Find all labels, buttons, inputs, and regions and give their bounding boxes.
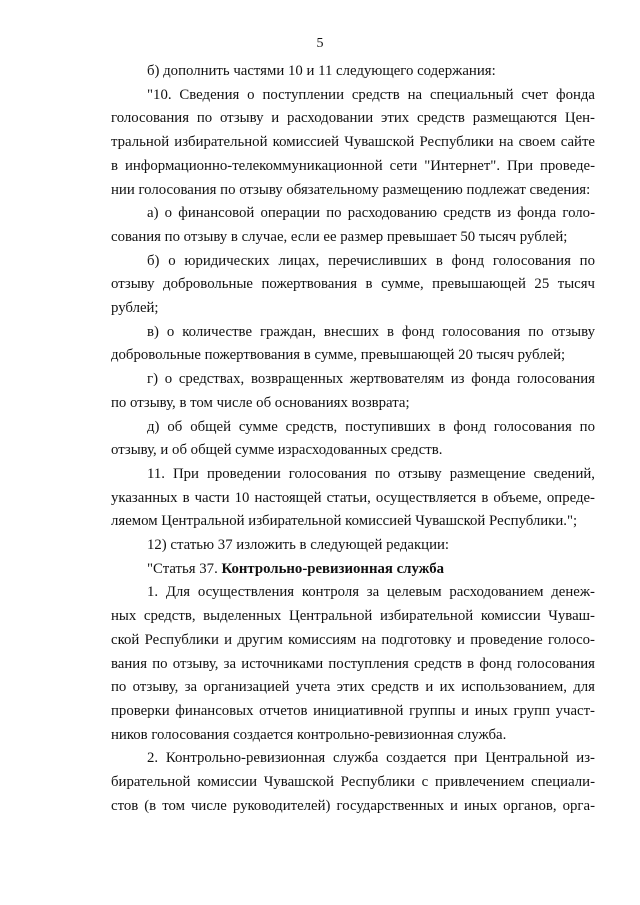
text-line: бирательной комиссии Чувашской Республики с привлечением специали- [111, 774, 595, 791]
text-line: отзыву, и об общей сумме израсходованных средств. [111, 442, 443, 459]
text-line: 1. Для осуществления контроля за целевым расходованием денеж- [147, 584, 595, 601]
text-line: 12) статью 37 изложить в следующей редакции: [147, 537, 450, 554]
text-line: г) о средствах, возвращенных жертвователям из фонда голосования [147, 371, 595, 388]
text-line: голосования по отзыву и расходовании этих средств размещаются Цен- [111, 110, 595, 127]
text-line: рублей; [111, 300, 159, 317]
paragraph [111, 250, 595, 321]
text-line: указанных в части 10 настоящей статьи, осуществляется в объеме, опреде- [111, 489, 595, 506]
paragraph [111, 60, 595, 84]
article-number: "Статья 37. [147, 560, 222, 577]
page-number: 5 [316, 36, 324, 51]
text-line: ляемом Центральной избирательной комиссией Чувашской Республики."; [111, 513, 578, 530]
text-line: ных средств, выделенных Центральной избирательной комиссии Чуваш- [111, 608, 595, 625]
text-line: б) о юридических лицах, перечисливших в фонд голосования по [147, 252, 595, 269]
paragraph [111, 84, 595, 203]
text-line: добровольные пожертвования в сумме, превышающей 20 тысяч рублей; [111, 347, 566, 364]
text-line: в) о количестве граждан, внесших в фонд голосования по отзыву [147, 323, 595, 340]
paragraph [111, 463, 595, 534]
text-line: отзыву добровольные пожертвования в сумме, превышающей 25 тысяч [111, 276, 595, 293]
paragraph [111, 368, 595, 415]
text-line: по отзыву, в том числе об основаниях возврата; [111, 394, 410, 411]
text-line: по отзыву, за организацией учета этих средств и их использованием, для [111, 679, 595, 696]
text-line: сования по отзыву в случае, если ее размер превышает 50 тысяч рублей; [111, 228, 568, 245]
text-line: проверки финансовых отчетов инициативной группы и иных групп участ- [111, 702, 595, 719]
text-line: нии голосования по отзыву обязательному размещению подлежат сведения: [111, 181, 591, 198]
text-line [111, 558, 595, 582]
text-line: стов (в том числе руководителей) государственных и иных органов, орга- [111, 797, 595, 814]
text-line: 11. При проведении голосования по отзыву размещение сведений, [147, 465, 595, 482]
paragraph [111, 581, 595, 747]
text-line: д) об общей сумме средств, поступивших в фонд голосования по [147, 418, 595, 435]
text-line: б) дополнить частями 10 и 11 следующего содержания: [147, 63, 496, 79]
text-line: ской Республики и другим комиссиям на подготовку и проведение голосо- [111, 631, 595, 648]
text-line: ников голосования создается контрольно-ревизионная служба. [111, 726, 507, 743]
paragraph [111, 321, 595, 368]
text-line: в информационно-телекоммуникационной сети "Интернет". При проведе- [111, 157, 595, 174]
text-line: 2. Контрольно-ревизионная служба создается при Центральной из- [147, 750, 595, 767]
text-line: тральной избирательной комиссией Чувашской Республики на своем сайте [111, 134, 595, 151]
text-line: а) о финансовой операции по расходованию средств из фонда голо- [147, 205, 595, 222]
document-body [111, 60, 595, 819]
paragraph [111, 534, 595, 558]
paragraph [111, 747, 595, 818]
text-line: вания по отзыву, за источниками поступления средств в фонд голосования [111, 655, 595, 672]
article-heading [111, 558, 595, 582]
paragraph [111, 202, 595, 249]
text-line: "10. Сведения о поступлении средств на специальный счет фонда [147, 86, 595, 103]
article-title: Контрольно-ревизионная служба [221, 560, 444, 577]
paragraph [111, 416, 595, 463]
